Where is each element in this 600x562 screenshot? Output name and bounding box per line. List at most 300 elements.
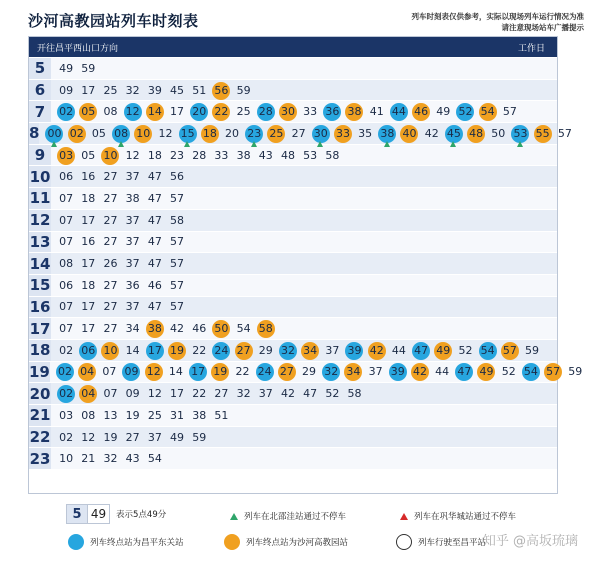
watermark: 知乎 @高坂琉璃 <box>482 534 578 549</box>
hour-label: 18 <box>29 341 51 360</box>
minute-value: 57 <box>502 105 517 119</box>
notice-line-1: 列车时刻表仅供参考，实际以现场列车运行情况为准 <box>411 12 584 21</box>
minutes-list <box>51 297 188 317</box>
minute-cell <box>98 362 120 382</box>
minute-value: 27 <box>125 430 140 444</box>
minute-value: 37 <box>325 343 340 357</box>
minute-cell <box>410 102 432 122</box>
minutes-list <box>51 254 188 274</box>
minute-value: 18 <box>81 191 96 205</box>
minute-cell <box>321 102 343 122</box>
minute-cell <box>453 362 475 382</box>
minute-value: 09 <box>124 365 139 379</box>
minute-value: 17 <box>81 322 96 336</box>
minute-cell <box>332 123 354 143</box>
minute-cell <box>99 232 121 252</box>
minute-value: 14 <box>147 105 162 119</box>
minute-value: 46 <box>192 322 207 336</box>
minute-cell <box>443 123 465 143</box>
minute-cell <box>144 319 166 339</box>
minute-cell <box>410 340 432 360</box>
minute-value: 06 <box>59 170 74 184</box>
minute-value: 47 <box>147 191 162 205</box>
minute-cell <box>210 340 232 360</box>
legend-blue <box>68 534 184 550</box>
minute-cell <box>77 232 99 252</box>
minute-cell <box>122 188 144 208</box>
hour-label: 13 <box>29 232 51 251</box>
minute-cell <box>509 123 531 143</box>
minute-cell <box>55 384 77 404</box>
minute-cell <box>188 319 210 339</box>
minute-cell <box>188 427 210 447</box>
minute-value: 08 <box>59 257 74 271</box>
hour-row-11 <box>29 187 557 209</box>
minute-cell <box>465 123 487 143</box>
minutes-list <box>51 275 188 295</box>
minute-cell <box>122 80 144 100</box>
minute-value: 44 <box>391 105 406 119</box>
minute-value: 37 <box>125 213 140 227</box>
minutes-list <box>51 449 166 469</box>
minute-cell <box>233 319 255 339</box>
minute-value: 50 <box>491 126 506 140</box>
minute-value: 25 <box>103 83 118 97</box>
minute-cell <box>409 362 431 382</box>
minute-cell <box>166 297 188 317</box>
minute-value: 54 <box>480 343 495 357</box>
minute-cell <box>77 145 99 165</box>
minute-cell <box>122 254 144 274</box>
green-triangle-icon <box>51 141 57 147</box>
minute-cell <box>122 427 144 447</box>
minute-value: 19 <box>213 365 228 379</box>
minute-cell <box>55 275 77 295</box>
minute-cell <box>122 167 144 187</box>
minutes-list <box>51 232 188 252</box>
minute-cell <box>144 275 166 295</box>
green-triangle-icon <box>384 141 390 147</box>
minute-value: 08 <box>81 408 96 422</box>
minute-value: 25 <box>269 126 284 140</box>
minute-value: 16 <box>81 170 96 184</box>
minute-cell <box>454 102 476 122</box>
minute-value: 12 <box>158 126 173 140</box>
hour-label: 16 <box>29 297 51 316</box>
minute-value: 52 <box>501 365 516 379</box>
minute-cell <box>343 340 365 360</box>
minute-cell <box>88 123 110 143</box>
minute-cell <box>520 362 542 382</box>
legend-red-text: 列车在巩华城站通过不停车 <box>414 512 517 522</box>
minute-value: 36 <box>325 105 340 119</box>
minutes-list <box>39 123 576 143</box>
minutes-list <box>51 58 99 78</box>
minute-value: 12 <box>147 387 162 401</box>
minute-value: 59 <box>192 430 207 444</box>
legend-blue-text: 列车终点站为昌平东关站 <box>90 538 184 548</box>
minutes-list <box>51 427 210 447</box>
minute-value: 42 <box>412 365 427 379</box>
minute-cell <box>431 362 453 382</box>
minute-value: 58 <box>170 213 185 227</box>
minute-value: 47 <box>457 365 472 379</box>
minute-cell <box>99 145 121 165</box>
minute-cell <box>499 102 521 122</box>
direction-label: 开往昌平西山口方向 <box>37 43 119 54</box>
minute-cell <box>233 145 255 165</box>
minute-cell <box>288 123 310 143</box>
minute-cell <box>343 102 365 122</box>
minute-cell <box>55 405 77 425</box>
minute-value: 44 <box>391 343 406 357</box>
minute-value: 49 <box>170 430 185 444</box>
minute-value: 32 <box>236 387 251 401</box>
minute-cell <box>299 145 321 165</box>
minute-value: 05 <box>81 148 96 162</box>
minute-cell <box>55 188 77 208</box>
minute-cell <box>122 297 144 317</box>
minute-cell <box>144 232 166 252</box>
hour-label: 11 <box>29 189 51 208</box>
minute-value: 27 <box>103 170 118 184</box>
minute-cell <box>233 102 255 122</box>
minute-cell <box>55 167 77 187</box>
minute-cell <box>231 362 253 382</box>
green-triangle-icon <box>517 141 523 147</box>
minute-value: 57 <box>557 126 572 140</box>
hour-row-16 <box>29 296 557 318</box>
minute-value: 39 <box>390 365 405 379</box>
minute-cell <box>277 145 299 165</box>
minute-value: 07 <box>103 387 118 401</box>
hour-label: 7 <box>29 101 51 122</box>
minute-value: 54 <box>236 322 251 336</box>
legend-sample-hour: 5 <box>66 504 88 524</box>
minute-cell <box>233 80 255 100</box>
minute-cell <box>276 362 298 382</box>
minute-value: 58 <box>258 322 273 336</box>
minute-cell <box>166 340 188 360</box>
minute-cell <box>77 297 99 317</box>
minute-value: 37 <box>125 170 140 184</box>
hour-row-10 <box>29 165 557 187</box>
hour-row-15 <box>29 274 557 296</box>
minute-value: 37 <box>368 365 383 379</box>
minutes-list <box>51 188 188 208</box>
minute-value: 24 <box>214 343 229 357</box>
minute-cell <box>210 80 232 100</box>
minute-value: 54 <box>147 452 162 466</box>
minute-value: 51 <box>192 83 207 97</box>
minute-cell <box>188 405 210 425</box>
minute-value: 56 <box>214 83 229 97</box>
minute-cell <box>77 254 99 274</box>
green-triangle-icon <box>230 513 238 520</box>
timetable <box>28 36 583 494</box>
green-triangle-icon <box>317 141 323 147</box>
red-triangle-icon <box>400 513 408 520</box>
minute-value: 54 <box>480 105 495 119</box>
minute-value: 32 <box>125 83 140 97</box>
minute-cell <box>221 123 243 143</box>
minute-cell <box>99 297 121 317</box>
minute-cell <box>99 449 121 469</box>
minute-value: 52 <box>325 387 340 401</box>
minute-value: 13 <box>103 408 118 422</box>
minute-cell <box>177 123 199 143</box>
minute-value: 32 <box>103 452 118 466</box>
minute-value: 47 <box>147 170 162 184</box>
minute-value: 34 <box>346 365 361 379</box>
minute-cell <box>122 102 144 122</box>
minute-value: 47 <box>414 343 429 357</box>
minute-value: 37 <box>125 235 140 249</box>
minute-value: 30 <box>313 126 328 140</box>
minute-cell <box>55 340 77 360</box>
minute-cell <box>43 123 65 143</box>
hour-row-22 <box>29 426 557 448</box>
minute-value: 24 <box>257 365 272 379</box>
minute-cell <box>542 362 564 382</box>
minute-value: 09 <box>125 387 140 401</box>
minute-value: 57 <box>170 235 185 249</box>
minute-value: 49 <box>436 105 451 119</box>
minute-cell <box>143 362 165 382</box>
minute-cell <box>299 102 321 122</box>
minute-value: 46 <box>147 278 162 292</box>
minute-value: 02 <box>59 387 74 401</box>
minute-cell <box>277 384 299 404</box>
minute-value: 37 <box>147 430 162 444</box>
minute-value: 17 <box>170 105 185 119</box>
minute-value: 32 <box>324 365 339 379</box>
notice <box>412 11 585 33</box>
minute-cell <box>254 362 276 382</box>
minute-value: 08 <box>103 105 118 119</box>
minute-cell <box>55 297 77 317</box>
minute-value: 21 <box>81 452 96 466</box>
minute-cell <box>387 362 409 382</box>
minute-cell <box>77 210 99 230</box>
minute-value: 19 <box>125 408 140 422</box>
hour-label: 20 <box>29 384 51 403</box>
hour-row-23 <box>29 447 557 469</box>
minute-cell <box>255 319 277 339</box>
minute-cell <box>277 102 299 122</box>
minute-value: 57 <box>170 300 185 314</box>
minute-value: 12 <box>125 105 140 119</box>
minute-cell <box>299 340 321 360</box>
minute-value: 42 <box>369 343 384 357</box>
minute-value: 56 <box>170 170 185 184</box>
minute-cell <box>255 340 277 360</box>
minutes-list <box>51 405 233 425</box>
minute-value: 00 <box>47 126 62 140</box>
minute-value: 33 <box>303 105 318 119</box>
minute-value: 06 <box>59 278 74 292</box>
minute-cell <box>166 427 188 447</box>
minute-cell <box>165 362 187 382</box>
minute-value: 07 <box>59 235 74 249</box>
minutes-list <box>51 340 543 360</box>
minute-cell <box>521 340 543 360</box>
minute-cell <box>564 362 586 382</box>
hour-label: 19 <box>29 362 50 381</box>
minute-cell <box>122 232 144 252</box>
legend-green-text: 列车在北邵洼站通过不停车 <box>244 512 347 522</box>
hour-row-14 <box>29 252 557 274</box>
minute-value: 25 <box>147 408 162 422</box>
orange-circle-icon <box>224 534 240 550</box>
timetable-header <box>29 37 557 57</box>
minute-cell <box>343 384 365 404</box>
minute-cell <box>144 210 166 230</box>
minute-value: 17 <box>81 257 96 271</box>
minute-cell <box>255 384 277 404</box>
minute-cell <box>487 123 509 143</box>
minute-value: 03 <box>59 408 74 422</box>
minute-cell <box>99 167 121 187</box>
minute-cell <box>477 340 499 360</box>
minute-cell <box>144 427 166 447</box>
minute-cell <box>166 275 188 295</box>
minute-cell <box>77 427 99 447</box>
minute-value: 17 <box>147 343 162 357</box>
minute-value: 04 <box>80 365 95 379</box>
minute-value: 26 <box>103 257 118 271</box>
minute-cell <box>122 319 144 339</box>
minute-value: 39 <box>147 83 162 97</box>
minute-cell <box>55 427 77 447</box>
legend-orange <box>224 534 348 550</box>
hour-row-8 <box>29 122 572 144</box>
minute-value: 38 <box>236 148 251 162</box>
minute-value: 18 <box>202 126 217 140</box>
minute-cell <box>365 362 387 382</box>
minute-cell <box>77 340 99 360</box>
minute-cell <box>144 405 166 425</box>
minute-value: 46 <box>414 105 429 119</box>
minute-value: 37 <box>125 257 140 271</box>
minute-value: 02 <box>59 105 74 119</box>
minute-cell <box>432 102 454 122</box>
hour-label: 12 <box>29 211 51 230</box>
minute-cell <box>166 319 188 339</box>
minute-value: 10 <box>136 126 151 140</box>
minute-value: 07 <box>102 365 117 379</box>
minute-value: 22 <box>214 105 229 119</box>
minute-value: 33 <box>335 126 350 140</box>
minute-cell <box>99 384 121 404</box>
hour-label: 8 <box>29 124 40 143</box>
page-title: 沙河高教园站列车时刻表 <box>28 12 199 30</box>
minutes-list <box>51 80 255 100</box>
minute-cell <box>99 102 121 122</box>
minute-value: 52 <box>458 343 473 357</box>
minute-cell <box>77 449 99 469</box>
minute-cell <box>144 167 166 187</box>
hour-row-9 <box>29 144 557 166</box>
minute-cell <box>233 340 255 360</box>
minute-cell <box>99 210 121 230</box>
minute-cell <box>54 362 76 382</box>
minute-value: 42 <box>170 322 185 336</box>
minute-value: 38 <box>125 191 140 205</box>
minute-cell <box>55 254 77 274</box>
minute-cell <box>299 384 321 404</box>
minute-value: 41 <box>369 105 384 119</box>
legend-sample-text: 表示5点49分 <box>116 510 167 520</box>
minute-cell <box>255 145 277 165</box>
minute-cell <box>144 80 166 100</box>
minute-value: 27 <box>103 300 118 314</box>
minute-value: 12 <box>125 148 140 162</box>
minute-value: 49 <box>479 365 494 379</box>
minute-cell <box>99 188 121 208</box>
minute-value: 48 <box>280 148 295 162</box>
minute-cell <box>321 384 343 404</box>
minute-value: 28 <box>192 148 207 162</box>
minute-cell <box>144 340 166 360</box>
minute-value: 37 <box>258 387 273 401</box>
minute-value: 35 <box>358 126 373 140</box>
minute-value: 05 <box>81 105 96 119</box>
minute-value: 09 <box>59 83 74 97</box>
minute-cell <box>144 145 166 165</box>
minute-value: 02 <box>69 126 84 140</box>
minute-cell <box>310 123 332 143</box>
minute-value: 39 <box>347 343 362 357</box>
minute-value: 59 <box>81 61 96 75</box>
minute-cell <box>421 123 443 143</box>
minute-cell <box>76 362 98 382</box>
minute-cell <box>342 362 364 382</box>
hour-row-20 <box>29 382 557 404</box>
minute-cell <box>354 123 376 143</box>
minute-value: 36 <box>125 278 140 292</box>
minute-cell <box>398 123 420 143</box>
minute-value: 57 <box>170 191 185 205</box>
minute-value: 40 <box>402 126 417 140</box>
minute-value: 23 <box>170 148 185 162</box>
ring-circle-icon <box>396 534 412 550</box>
minute-value: 57 <box>546 365 561 379</box>
green-triangle-icon <box>450 141 456 147</box>
minute-value: 27 <box>103 322 118 336</box>
minute-value: 18 <box>147 148 162 162</box>
minute-cell <box>166 210 188 230</box>
minute-value: 22 <box>235 365 250 379</box>
minute-cell <box>199 123 221 143</box>
minutes-list <box>51 102 521 122</box>
minute-value: 20 <box>192 105 207 119</box>
hour-row-21 <box>29 404 557 426</box>
minute-cell <box>388 340 410 360</box>
hour-row-12 <box>29 209 557 231</box>
minute-cell <box>320 362 342 382</box>
minute-cell <box>388 102 410 122</box>
minute-value: 10 <box>103 343 118 357</box>
minutes-list <box>51 384 366 404</box>
hour-row-18 <box>29 339 557 361</box>
timetable-rows <box>29 57 583 469</box>
minute-cell <box>110 123 132 143</box>
minute-value: 47 <box>147 300 162 314</box>
hour-label: 21 <box>29 406 51 425</box>
minute-value: 37 <box>125 300 140 314</box>
minute-cell <box>144 297 166 317</box>
